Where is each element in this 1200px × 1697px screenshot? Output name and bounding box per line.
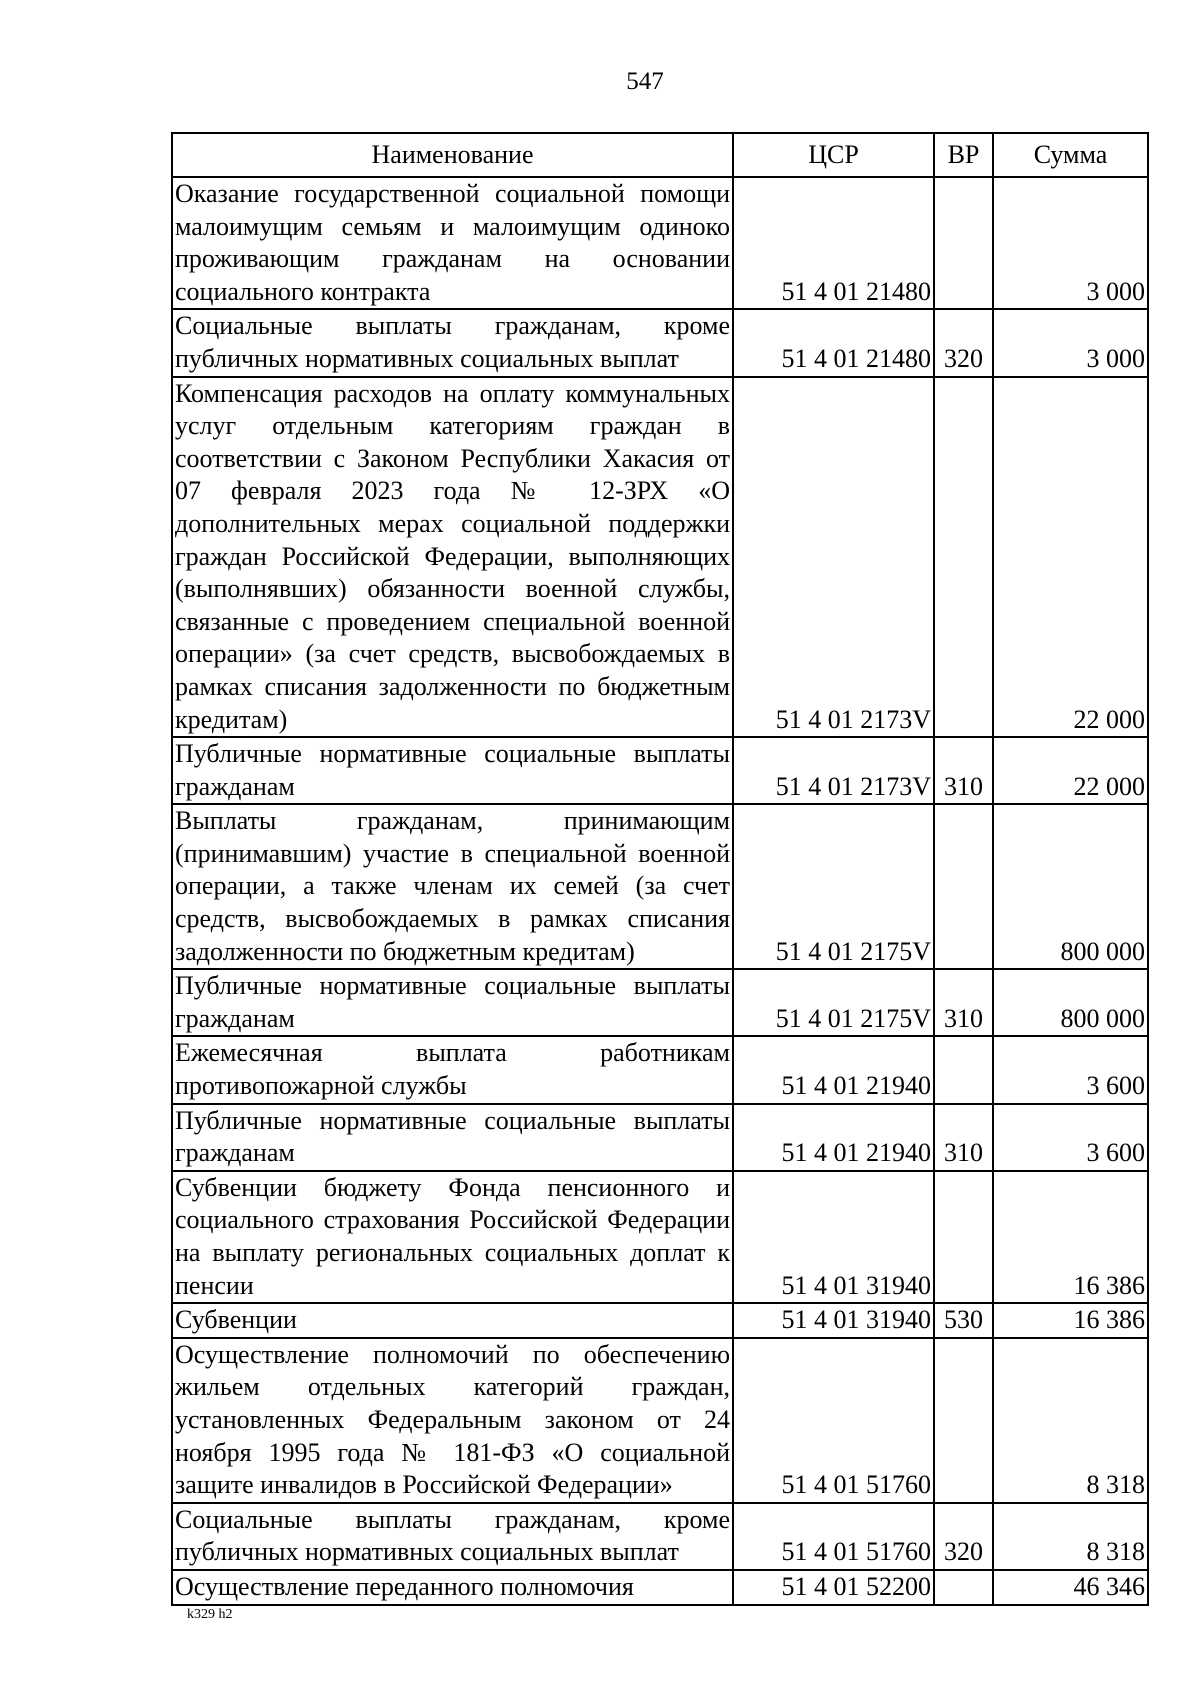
csr-cell: 51 4 01 52200 <box>733 1570 934 1605</box>
csr-cell: 51 4 01 21480 <box>733 177 934 309</box>
name-cell: Осуществление переданного полномочия <box>172 1570 733 1605</box>
name-cell: Оказание государственной социальной помощи малоимущим семьям и малоимущим одиноко проживающим гражданам на основании социального контракта <box>172 177 733 309</box>
csr-cell: 51 4 01 21940 <box>733 1104 934 1171</box>
name-cell: Социальные выплаты гражданам, кроме публичных нормативных социальных выплат <box>172 309 733 376</box>
vr-cell <box>934 1171 993 1303</box>
csr-cell: 51 4 01 2173V <box>733 377 934 738</box>
header-vr: ВР <box>934 133 993 177</box>
csr-cell: 51 4 01 51760 <box>733 1503 934 1570</box>
name-cell: Публичные нормативные социальные выплаты гражданам <box>172 1104 733 1171</box>
name-cell: Публичные нормативные социальные выплаты гражданам <box>172 969 733 1036</box>
budget-table <box>171 132 1149 1606</box>
sum-cell: 16 386 <box>993 1171 1148 1303</box>
sum-cell: 3 000 <box>993 309 1148 376</box>
vr-cell <box>934 377 993 738</box>
name-cell: Социальные выплаты гражданам, кроме публичных нормативных социальных выплат <box>172 1503 733 1570</box>
sum-cell: 8 318 <box>993 1338 1148 1503</box>
table-row <box>172 1036 1148 1103</box>
header-name: Наименование <box>172 133 733 177</box>
vr-cell <box>934 804 993 969</box>
name-cell: Выплаты гражданам, принимающим (принимавшим) участие в специальной военной операции, а также членам их семей (за счет средств, высвобождаемых в рамках списания задолженности по бюджетным кредитам) <box>172 804 733 969</box>
table-row <box>172 1303 1148 1338</box>
vr-cell <box>934 177 993 309</box>
name-cell: Публичные нормативные социальные выплаты гражданам <box>172 737 733 804</box>
name-cell: Ежемесячная выплата работникам противопожарной службы <box>172 1036 733 1103</box>
csr-cell: 51 4 01 21480 <box>733 309 934 376</box>
vr-cell: 310 <box>934 969 993 1036</box>
sum-cell: 3 600 <box>993 1036 1148 1103</box>
table-row <box>172 1570 1148 1605</box>
table-row <box>172 804 1148 969</box>
table-row <box>172 377 1148 738</box>
table-row <box>172 1104 1148 1171</box>
table-row <box>172 1171 1148 1303</box>
vr-cell: 310 <box>934 1104 993 1171</box>
header-sum: Сумма <box>993 133 1148 177</box>
sum-cell: 46 346 <box>993 1570 1148 1605</box>
sum-cell: 3 000 <box>993 177 1148 309</box>
footer-code: k329 h2 <box>187 1607 233 1622</box>
csr-cell: 51 4 01 31940 <box>733 1171 934 1303</box>
sum-cell: 22 000 <box>993 377 1148 738</box>
table-row <box>172 177 1148 309</box>
sum-cell: 3 600 <box>993 1104 1148 1171</box>
sum-cell: 16 386 <box>993 1303 1148 1338</box>
vr-cell: 530 <box>934 1303 993 1338</box>
sum-cell: 8 318 <box>993 1503 1148 1570</box>
csr-cell: 51 4 01 21940 <box>733 1036 934 1103</box>
csr-cell: 51 4 01 2175V <box>733 969 934 1036</box>
header-csr: ЦСР <box>733 133 934 177</box>
vr-cell <box>934 1036 993 1103</box>
table-row <box>172 969 1148 1036</box>
page-number: 547 <box>626 68 664 95</box>
name-cell: Компенсация расходов на оплату коммунальных услуг отдельным категориям граждан в соответствии с Законом Республики Хакасия от 07 февраля 2023 года № 12-ЗРХ «О дополнительных мерах социальной поддержки граждан Российской Федерации, выполняющих (выполнявших) обязанности военной службы, связанные с проведением специальной военной операции» (за счет средств, высвобождаемых в рамках списания задолженности по бюджетным кредитам) <box>172 377 733 738</box>
sum-cell: 22 000 <box>993 737 1148 804</box>
csr-cell: 51 4 01 51760 <box>733 1338 934 1503</box>
vr-cell: 310 <box>934 737 993 804</box>
table-header-row <box>172 133 1148 177</box>
vr-cell: 320 <box>934 309 993 376</box>
csr-cell: 51 4 01 2175V <box>733 804 934 969</box>
sum-cell: 800 000 <box>993 969 1148 1036</box>
name-cell: Субвенции <box>172 1303 733 1338</box>
name-cell: Осуществление полномочий по обеспечению жильем отдельных категорий граждан, установленных Федеральным законом от 24 ноября 1995 года № 181-ФЗ «О социальной защите инвалидов в Российской Федерации» <box>172 1338 733 1503</box>
table-body <box>172 177 1148 1605</box>
csr-cell: 51 4 01 31940 <box>733 1303 934 1338</box>
table-row <box>172 1503 1148 1570</box>
name-cell: Субвенции бюджету Фонда пенсионного и социального страхования Российской Федерации на выплату региональных социальных доплат к пенсии <box>172 1171 733 1303</box>
table-row <box>172 309 1148 376</box>
vr-cell <box>934 1570 993 1605</box>
vr-cell: 320 <box>934 1503 993 1570</box>
table-row <box>172 737 1148 804</box>
sum-cell: 800 000 <box>993 804 1148 969</box>
table-row <box>172 1338 1148 1503</box>
csr-cell: 51 4 01 2173V <box>733 737 934 804</box>
vr-cell <box>934 1338 993 1503</box>
